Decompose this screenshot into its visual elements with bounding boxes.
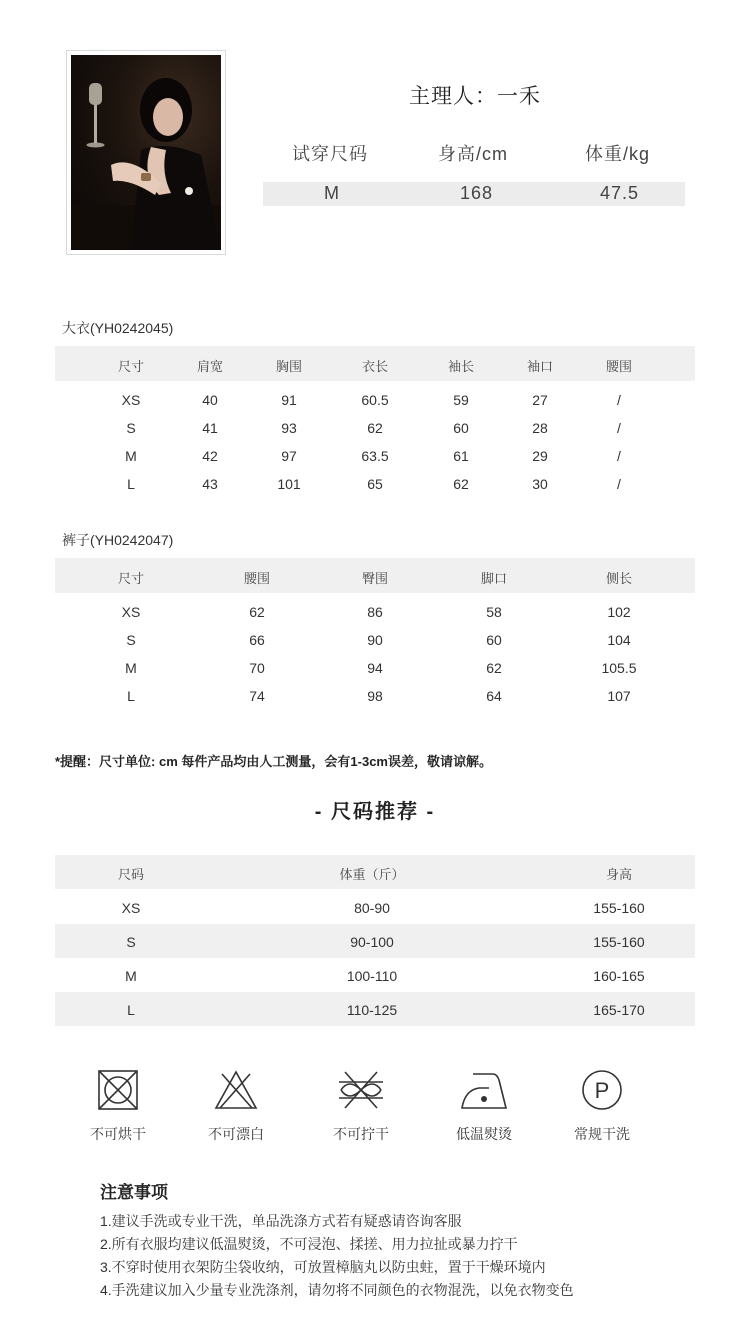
- table-cell: XS: [121, 604, 141, 620]
- table-cell: 43: [202, 476, 218, 492]
- model-photo: [71, 55, 221, 250]
- table-cell: 91: [281, 392, 297, 408]
- table-cell: 62: [453, 476, 469, 492]
- table-cell: 60: [453, 420, 469, 436]
- table-cell: 30: [532, 476, 548, 492]
- low-iron-icon: [459, 1068, 509, 1112]
- table-cell: M: [125, 968, 137, 984]
- table-cell: /: [617, 476, 621, 492]
- pants-table-title: 裤子(YH0242047): [62, 532, 174, 548]
- table-cell: S: [126, 934, 136, 950]
- table-cell: 104: [607, 632, 631, 648]
- weight-header: 体重/kg: [585, 144, 651, 164]
- table-header-cell: 身高: [605, 867, 632, 882]
- care-label: 不可拧干: [333, 1126, 389, 1142]
- table-cell: 165-170: [593, 1002, 645, 1018]
- table-cell: 64: [486, 688, 502, 704]
- table-cell: S: [126, 632, 136, 648]
- table-cell: 93: [281, 420, 297, 436]
- table-cell: /: [617, 392, 621, 408]
- notice-line: 1.建议手洗或专业干洗，单品洗涤方式若有疑惑请咨询客服: [100, 1213, 462, 1229]
- table-cell: S: [126, 420, 136, 436]
- table-cell: 60: [486, 632, 502, 648]
- dry-clean-glyph: P: [594, 1078, 610, 1103]
- care-item-no-bleach: [186, 1068, 286, 1144]
- table-header-cell: 侧长: [605, 571, 632, 586]
- table-cell: 27: [532, 392, 548, 408]
- table-cell: 94: [367, 660, 383, 676]
- table-cell: M: [125, 660, 137, 676]
- model-photo-frame: [66, 50, 226, 255]
- care-label: 常规干洗: [574, 1126, 630, 1142]
- table-cell: L: [127, 1002, 135, 1018]
- table-cell: 97: [281, 448, 297, 464]
- table-cell: 59: [453, 392, 469, 408]
- table-header-cell: 腰围: [243, 571, 270, 586]
- table-header-cell: 袖长: [447, 359, 474, 374]
- table-cell: 42: [202, 448, 218, 464]
- table-cell: 70: [249, 660, 265, 676]
- table-header-cell: 胸围: [275, 359, 302, 374]
- table-cell: XS: [121, 900, 141, 916]
- table-cell: L: [127, 476, 135, 492]
- height-value: 168: [460, 183, 494, 203]
- fit-size-header: 试穿尺码: [292, 144, 368, 164]
- table-cell: /: [617, 448, 621, 464]
- dry-clean-icon: [580, 1068, 624, 1112]
- size-recommend-title: - 尺码推荐 -: [314, 801, 436, 823]
- notice-line: 2.所有衣服均建议低温熨烫，不可浸泡、揉搓、用力拉扯或暴力拧干: [100, 1236, 518, 1252]
- notice-line: 4.手洗建议加入少量专业洗涤剂，请勿将不同颜色的衣物混洗，以免衣物变色: [100, 1282, 574, 1298]
- table-header-cell: 体重（斤）: [339, 867, 405, 882]
- care-item-no-wring: [311, 1068, 411, 1144]
- table-cell: 65: [367, 476, 383, 492]
- table-cell: 110-125: [346, 1002, 398, 1018]
- table-cell: 101: [277, 476, 301, 492]
- notice-title: 注意事项: [100, 1183, 168, 1202]
- table-cell: /: [617, 420, 621, 436]
- table-cell: XS: [121, 392, 141, 408]
- table-cell: 29: [532, 448, 548, 464]
- care-item-dry-clean: [552, 1068, 652, 1144]
- table-cell: 66: [249, 632, 265, 648]
- host-label: 主理人：一禾: [409, 85, 541, 108]
- table-header-cell: 袖口: [526, 359, 553, 374]
- no-tumble-dry-icon: [96, 1068, 140, 1112]
- table-cell: 98: [367, 688, 383, 704]
- table-cell: M: [125, 448, 137, 464]
- table-cell: 102: [607, 604, 631, 620]
- height-header: 身高/cm: [438, 144, 508, 164]
- table-header-cell: 腰围: [605, 359, 632, 374]
- coat-table-title: 大衣(YH0242045): [62, 320, 174, 336]
- table-cell: 105.5: [601, 660, 637, 676]
- table-cell: 155-160: [593, 934, 645, 950]
- table-cell: 100-110: [346, 968, 398, 984]
- table-cell: 40: [202, 392, 218, 408]
- no-bleach-icon: [214, 1068, 258, 1112]
- care-label: 不可烘干: [90, 1126, 146, 1142]
- fit-size-value: M: [324, 183, 340, 203]
- table-header-cell: 衣长: [361, 359, 388, 374]
- table-cell: L: [127, 688, 135, 704]
- table-header-cell: 尺寸: [117, 359, 144, 374]
- table-header-cell: 尺码: [117, 867, 144, 882]
- table-cell: 62: [486, 660, 502, 676]
- table-cell: 62: [367, 420, 383, 436]
- table-cell: 80-90: [354, 900, 390, 916]
- care-label: 低温熨烫: [456, 1126, 512, 1142]
- care-label: 不可漂白: [208, 1126, 264, 1142]
- table-cell: 58: [486, 604, 502, 620]
- care-item-low-iron: [434, 1068, 534, 1144]
- table-cell: 41: [202, 420, 218, 436]
- table-cell: 63.5: [361, 448, 389, 464]
- table-cell: 60.5: [361, 392, 389, 408]
- table-cell: 61: [453, 448, 469, 464]
- table-cell: 74: [249, 688, 265, 704]
- table-header-cell: 肩宽: [196, 359, 223, 374]
- table-cell: 90-100: [350, 934, 394, 950]
- table-cell: 90: [367, 632, 383, 648]
- table-cell: 28: [532, 420, 548, 436]
- table-cell: 86: [367, 604, 383, 620]
- table-header-cell: 尺寸: [117, 571, 144, 586]
- table-cell: 62: [249, 604, 265, 620]
- notice-line: 3.不穿时使用衣架防尘袋收纳，可放置樟脑丸以防虫蛀，置于干燥环境内: [100, 1259, 546, 1275]
- weight-value: 47.5: [600, 183, 640, 203]
- table-cell: 155-160: [593, 900, 645, 916]
- model-photo-illustration: [71, 55, 221, 250]
- table-header-cell: 臀围: [361, 571, 388, 586]
- table-cell: 160-165: [593, 968, 645, 984]
- table-cell: 107: [607, 688, 631, 704]
- no-wring-icon: [337, 1068, 385, 1112]
- measurement-reminder: *提醒：尺寸单位: cm 每件产品均由人工测量，会有1-3cm误差，敬请谅解。: [55, 754, 492, 769]
- care-item-no-tumble-dry: [68, 1068, 168, 1144]
- table-header-cell: 脚口: [480, 571, 507, 586]
